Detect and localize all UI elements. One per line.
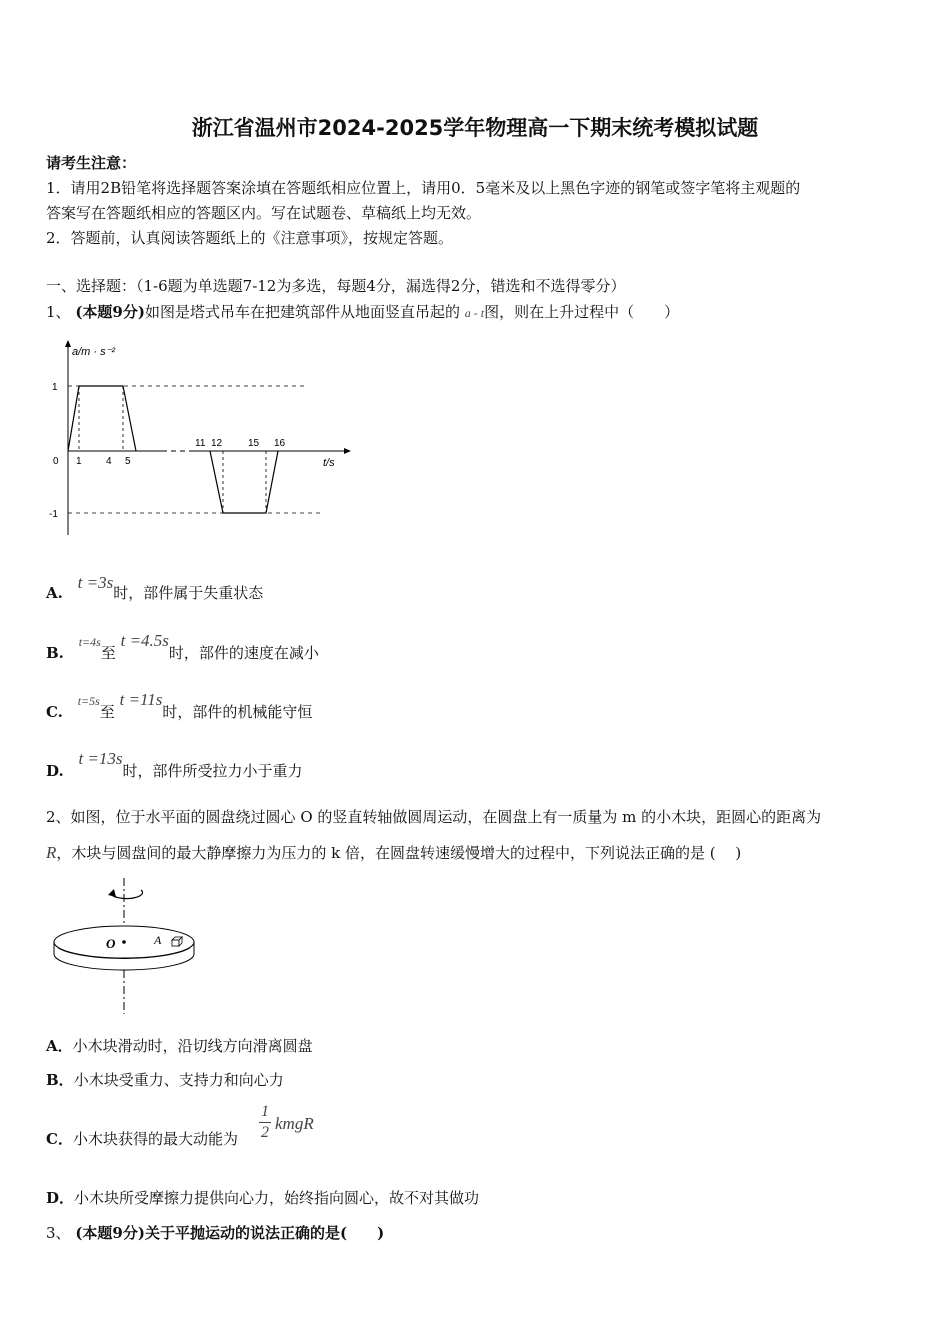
question-2-line-2-text: ，木块与圆盘间的最大静摩擦力为压力的 k 倍，在圆盘转速缓慢增大的过程中，下列说法正确的是 ( ) [56,844,742,862]
label-O: O [106,936,116,951]
question-3 [46,1222,384,1243]
q2-option-b[interactable] [46,1069,284,1090]
q1-option-b-label: B. [46,644,64,662]
q2-option-c-label: C． [46,1130,73,1148]
block-front [172,940,179,946]
q1-option-b-text: 时，部件的速度在减小 [168,644,319,662]
question-1-text-a: 如图是塔式吊车在把建筑部件从地面竖直吊起的 [144,303,460,321]
x-tick-15: 15 [248,438,260,449]
q2-option-c-math: kmgR [275,1114,314,1133]
q1-option-c-math-1: t=5s [77,694,100,708]
notice-item-1-line-1: 1．请用2B铅笔将选择题答案涂填在答题纸相应位置上，请用0．5毫米及以上黑色字迹的钢笔或签字笔将主观题的 [46,179,801,197]
q1-option-b-math-1: t=4s [78,635,101,649]
question-1-score: (本题9分) [75,303,145,321]
q1-option-c[interactable] [46,689,313,721]
q1-option-b-mid: 至 [100,644,116,662]
x-tick-16: 16 [274,438,286,449]
question-2-line-1: 2、如图，位于水平面的圆盘绕过圆心 O 的竖直转轴做圆周运动，在圆盘上有一质量为 m 的小木块，距圆心的距离为 [46,808,822,826]
disc-center [122,940,126,944]
notice-item-2: 2．答题前，认真阅读答题纸上的《注意事项》，按规定答题。 [46,229,454,247]
question-3-text: 关于平抛运动的说法正确的是( ) [144,1224,385,1242]
question-2-math-R: R [46,843,57,862]
q2-option-d-label: D． [46,1189,75,1207]
rotation-arrow [111,890,143,899]
q1-option-d-label: D. [46,762,64,780]
question-1 [46,301,679,322]
q1-option-c-text: 时，部件的机械能守恒 [162,703,313,721]
fraction-denominator: 2 [261,1124,269,1141]
question-3-number: 3、 [46,1224,71,1242]
q2-option-b-label: B． [46,1071,74,1089]
q1-option-a-label: A. [46,584,63,602]
q2-option-a-text: 小木块滑动时，沿切线方向滑离圆盘 [72,1037,313,1055]
q1-option-d[interactable] [46,748,303,780]
q2-option-c[interactable] [46,1128,238,1149]
q2-option-c-text: 小木块获得的最大动能为 [72,1130,238,1148]
positive-accel-curve [68,386,136,451]
q2-option-a[interactable] [46,1035,313,1056]
x-tick-11: 11 [195,438,206,449]
y-axis-arrow [65,340,71,347]
y-tick-1: 1 [52,382,58,393]
x-axis-label: t/s [323,457,335,469]
x-tick-4: 4 [106,456,112,467]
question-2-line-2 [46,842,741,863]
y-tick-minus-1: -1 [49,509,58,520]
q1-option-a[interactable] [46,572,264,602]
x-tick-12: 12 [211,438,223,449]
q2-option-d[interactable] [46,1187,479,1208]
notice-heading: 请考生注意： [46,154,137,172]
fraction-numerator: 1 [261,1103,269,1120]
y-tick-0: 0 [53,456,59,467]
q1-option-c-label: C. [46,703,63,721]
question-1-math: a - t [464,306,485,320]
rotating-disc-figure [46,876,206,1016]
section-heading: 一、选择题：（1-6题为单选题7-12为多选，每题4分，漏选得2分，错选和不选得零分） [46,277,626,295]
negative-accel-curve [210,451,278,513]
q2-option-c-fraction [259,1103,271,1142]
q1-option-d-math: t =13s [78,749,123,768]
q1-option-b[interactable] [46,630,319,662]
question-1-number: 1、 [46,303,71,321]
q1-option-c-math-2: t =11s [119,690,163,709]
q1-option-c-mid: 至 [99,703,115,721]
x-axis-arrow [344,448,351,454]
x-tick-1: 1 [76,456,82,467]
x-tick-5: 5 [125,456,131,467]
q1-option-d-text: 时，部件所受拉力小于重力 [122,762,303,780]
q1-option-a-math: t =3s [77,573,114,592]
y-axis-label: a/m · s⁻² [72,346,116,358]
page-title: 浙江省温州市2024-2025学年物理高一下期末统考模拟试题 [191,116,759,140]
q2-option-a-label: A． [46,1037,73,1055]
question-3-score: (本题9分) [75,1224,145,1242]
rotation-arrow-head [108,889,116,897]
q2-option-d-text: 小木块所受摩擦力提供向心力，始终指向圆心，故不对其做功 [74,1189,480,1207]
a-t-graph [46,335,366,545]
label-A: A [154,933,162,947]
q1-option-b-math-2: t =4.5s [120,631,169,650]
fraction-bar [259,1122,271,1123]
notice-item-1-line-2: 答案写在答题纸相应的答题区内。写在试题卷、草稿纸上均无效。 [46,204,482,222]
q1-option-a-text: 时，部件属于失重状态 [113,584,264,602]
q2-option-b-text: 小木块受重力、支持力和向心力 [73,1071,284,1089]
question-1-text-b: 图，则在上升过程中（ ） [484,303,680,321]
